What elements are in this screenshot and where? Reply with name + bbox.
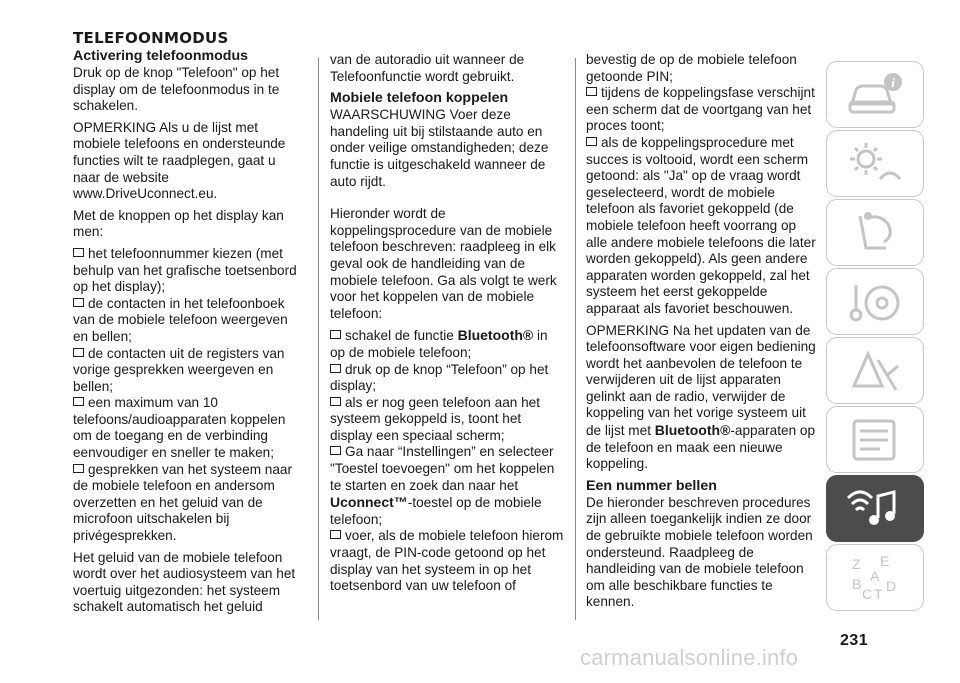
list-item-text: in op de mobiele telefoon; [330,328,548,360]
list-item [330,528,564,594]
list-item-text: druk op de knop “Telefoon” op het display; [330,361,549,394]
list-item [73,296,305,346]
dashboard-lights-icon [846,139,904,189]
list-item [73,462,305,545]
list-item [330,444,564,528]
tab-dashboard-lights[interactable] [826,130,924,197]
bullet-box-icon [330,330,341,339]
paragraph: Druk op de knop "Telefoon" op het display om de telefoonmodus in te schakelen. [73,65,280,114]
index-letter: C [862,585,873,602]
paragraph-text: OPMERKING Na het updaten van de telefoonsoftware voor eigen bediening wordt het aanbevolen de telefoon te verwijderen uit de lijst apparaten gelinkt aan de radio, verwijder de koppeling van het vorige systeem uit de lijst met [586,322,816,439]
bullet-box-icon [586,137,597,146]
list-item [330,395,564,445]
bluetooth-term: Bluetooth® [654,422,731,439]
paragraph: De hieronder beschreven procedures zijn alleen toegankelijk indien ze door de gebruikte mobiele telefoon worden ondersteund. Raadpleeg de handleiding van de mobiele telefoon om alle beschikbare functies te kennen. [586,494,813,610]
paragraph: van de autoradio uit wanneer de Telefoonfunctie wordt gebruikt. [330,52,525,84]
index-letter: T [874,585,883,602]
list-item-text: -toestel op de mobiele telefoon; [330,495,542,527]
list-item-text: tijdens de koppelingsfase verschijnt een scherm dat de voortgang van het proces toont; [586,85,815,134]
tab-airbag-seat[interactable] [826,199,924,266]
tab-car-info[interactable] [826,61,924,128]
bullet-box-icon [330,364,341,373]
tab-alphabet-index[interactable] [826,544,924,611]
column-1 [73,30,305,621]
note-paragraph [586,323,818,473]
paragraph: Hieronder wordt de koppelingsprocedure van de mobiele telefoon beschreven: raadpleeg in elk geval ook de handleiding van de mobiele telefoon. Ga als volgt te werk voor het koppelen van de mobiele telefoon: [330,206,557,321]
maintenance-checklist-icon [846,415,904,465]
tab-key-steering[interactable] [826,268,924,335]
list-item-text: als de koppelingsprocedure met succes is voltooid, wordt een scherm getoond: als "Ja" op de vraag wordt geselecteerd, wordt de mobiele telefoon als favoriet gekoppeld (de mobiele telefoon heeft voorrang op alle andere mobiele telefoons die later worden gekoppeld). Als geen andere apparaten worden gekoppeld, zal het systeem het eerst gekoppelde apparaat als favoriet beschouwen. [586,134,816,316]
alphabet-index-icon [846,553,904,603]
warning-paragraph: WAARSCHUWING Voer deze handeling uit bij stilstaande auto en onder veilige omstandigheden; deze functie is uitgeschakeld wanneer de auto rijdt. [330,107,549,189]
bullet-box-icon [73,248,84,257]
list-item-text: schakel de functie [345,328,458,344]
list-item-text: gesprekken van het systeem naar de mobiele telefoon en andersom overzetten en het geluid van de microfoon uitschakelen bij privégesprekken. [73,461,293,544]
section-title: TELEFOONMODUS [73,29,229,47]
bullet-box-icon [73,348,84,357]
list-item-text: het telefoonnummer kiezen (met behulp van het grafische toetsenbord op het display); [73,245,297,295]
multimedia-music-icon [846,484,904,534]
bullet-box-icon [73,464,84,473]
bullet-box-icon [73,298,84,307]
paragraph: Met de knoppen op het display kan men: [73,207,284,240]
list-item-text: Ga naar “Instellingen” en selecteer "Toestel toevoegen" om het koppelen te starten en zoek dan naar het [330,444,555,493]
paragraph: Het geluid van de mobiele telefoon wordt over het audiosysteem van het voertuig uitgezonden: het systeem schakelt automatisch het geluid [73,549,296,615]
list-item-text: voer, als de mobiele telefoon hierom vraagt, de PIN-code getoond op het display van het systeem in op het toetsenbord van uw telefoon of [330,528,564,594]
bullet-box-icon [330,446,341,455]
note-paragraph: OPMERKING Als u de lijst met mobiele telefoons en ondersteunde functies wilt te raadplegen, gaat u naar de website www.DriveUconnect.eu. [73,119,286,202]
heading-bellen: Een nummer bellen [586,477,717,494]
index-letter: Z [852,555,861,572]
bullet-box-icon [586,87,597,96]
index-letter: D [886,577,897,594]
tab-maintenance[interactable] [826,406,924,473]
list-item [586,135,818,318]
tab-warning-road[interactable] [826,337,924,404]
list-item-text: de contacten in het telefoonboek van de mobiele telefoon weergeven en bellen; [73,295,288,344]
list-item [586,85,818,135]
list-item [73,246,305,296]
list-item [330,327,564,361]
car-info-icon [846,70,904,120]
watermark: carmanualsonline.info [580,645,799,670]
list-item [330,362,564,395]
warning-road-icon [846,346,904,396]
column-divider [575,58,576,620]
heading-activering: Activering telefoonmodus [73,48,248,64]
chapter-tabs [826,61,926,613]
list-item-text: een maximum van 10 telefoons/audioapparaten koppelen om de toegang en de verbinding eenvoudiger en sneller te maken; [73,395,286,461]
bullet-box-icon [330,397,341,406]
tab-multimedia[interactable] [826,475,924,542]
uconnect-term: Uconnect™ [330,494,408,511]
index-letter: E [880,552,890,569]
list-item [73,395,305,461]
list-item-text: als er nog geen telefoon aan het systeem gekoppeld is, toont het display een speciaal scherm; [330,394,540,443]
paragraph-text: -apparaten op de telefoon en maak een nieuwe koppeling. [586,423,816,472]
column-3 [586,52,818,616]
list-item-text: de contacten uit de registers van vorige gesprekken weergeven en bellen; [73,345,285,394]
page-number: 231 [840,632,869,649]
key-steering-wheel-icon [846,277,904,327]
column-2 [330,52,564,595]
svg-text:i: i [891,74,895,90]
column-divider [318,58,319,620]
index-letter: A [870,567,880,584]
airbag-seat-icon [846,208,904,258]
paragraph: bevestig de op de mobiele telefoon getoonde PIN; [586,52,797,84]
bullet-box-icon [330,530,341,539]
list-item [73,346,305,396]
bluetooth-term: Bluetooth® [457,327,534,344]
bullet-box-icon [73,397,84,406]
index-letter: B [852,575,862,592]
heading-koppelen: Mobiele telefoon koppelen [330,90,509,107]
